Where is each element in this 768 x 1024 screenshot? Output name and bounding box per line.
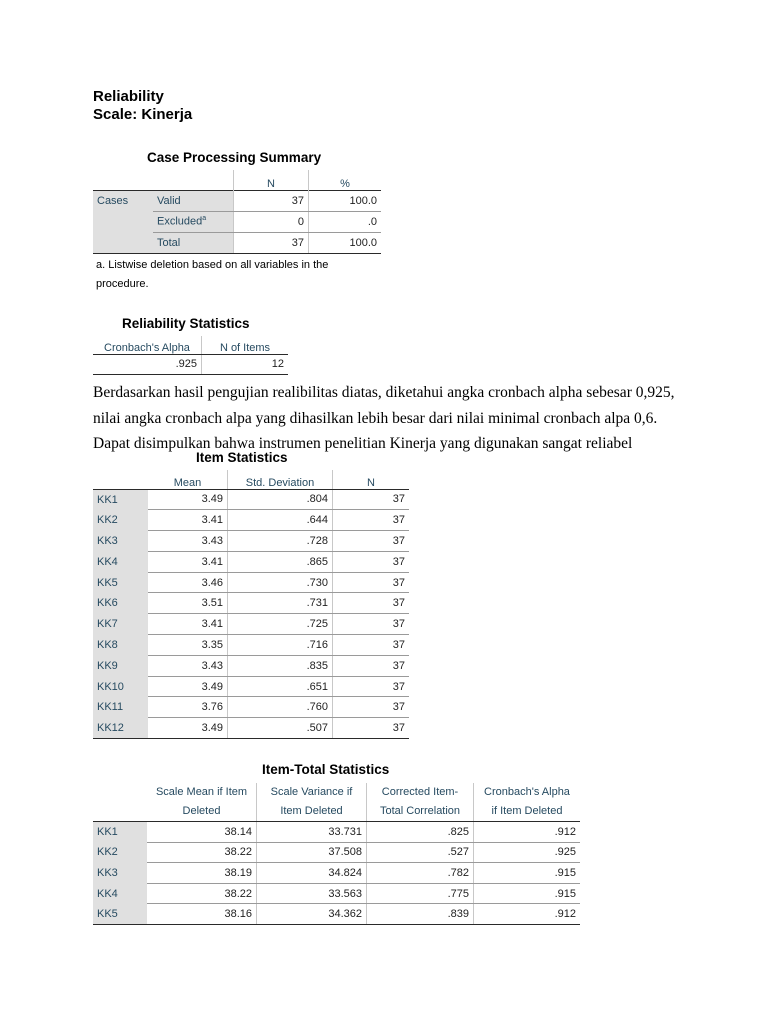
table-row [93, 232, 381, 253]
cell: .835 [228, 655, 333, 676]
row-label: KK7 [93, 614, 148, 635]
case-processing-title: Case Processing Summary [147, 150, 322, 165]
row-label: Excluded$^a$ [153, 211, 234, 232]
table-row [93, 211, 381, 232]
reliability-title: Reliability [93, 88, 164, 105]
cell: 37 [333, 676, 410, 697]
cell: .651 [228, 676, 333, 697]
table-row [93, 572, 409, 593]
cell: 37.508 [257, 842, 367, 863]
cell: 3.51 [148, 593, 228, 614]
row-label: Total [153, 232, 234, 253]
cell: 38.22 [147, 842, 257, 863]
reliability-statistics-table [93, 336, 288, 375]
item-total-statistics-table [93, 783, 580, 925]
row-label: KK3 [93, 863, 147, 884]
cell: 100.0 [309, 232, 382, 253]
row-label: KK12 [93, 718, 148, 739]
row-label: KK1 [93, 489, 148, 510]
header-n-items: N of Items [202, 336, 289, 354]
row-label: Valid [153, 190, 234, 211]
footnote-line: a. Listwise deletion based on all variables in the [96, 259, 329, 271]
header-cronbach-alpha: Cronbach's Alpha [93, 336, 202, 354]
row-label: KK10 [93, 676, 148, 697]
case-processing-table [93, 170, 381, 254]
cell: .839 [367, 904, 474, 925]
cell: 37 [333, 489, 410, 510]
cell: 37 [234, 190, 309, 211]
table-row [93, 531, 409, 552]
row-label: KK8 [93, 635, 148, 656]
cell: 3.41 [148, 614, 228, 635]
cell: 3.35 [148, 635, 228, 656]
cell: 37 [333, 551, 410, 572]
header-n: N [333, 470, 410, 489]
table-row [93, 593, 409, 614]
table-row [93, 676, 409, 697]
header-pct: % [340, 177, 350, 190]
cronbach-alpha-value: .925 [93, 354, 202, 374]
group-label: Cases [93, 190, 153, 211]
cell: 3.43 [148, 655, 228, 676]
cell: 37 [333, 718, 410, 739]
table-row [93, 614, 409, 635]
paragraph-line: Dapat disimpulkan bahwa instrumen penelitian Kinerja yang digunakan sangat reliabel [93, 435, 633, 452]
table-row [93, 655, 409, 676]
cell: 3.49 [148, 676, 228, 697]
cell: .804 [228, 489, 333, 510]
cell: 3.49 [148, 718, 228, 739]
cell: 3.41 [148, 551, 228, 572]
cell: 3.76 [148, 697, 228, 718]
cell: 38.22 [147, 883, 257, 904]
cell: .782 [367, 863, 474, 884]
table-row [93, 842, 580, 863]
cell: 37 [333, 593, 410, 614]
cell: 100.0 [309, 190, 382, 211]
cell: .725 [228, 614, 333, 635]
conclusion-paragraph [93, 380, 713, 457]
cell: 37 [333, 531, 410, 552]
cell: 33.731 [257, 822, 367, 843]
scale-title: Scale: Kinerja [93, 106, 193, 123]
cell: 34.824 [257, 863, 367, 884]
cell: .507 [228, 718, 333, 739]
cell: .825 [367, 822, 474, 843]
n-items-value: 12 [202, 354, 289, 374]
case-processing-footnote [96, 256, 366, 294]
cell: .915 [474, 863, 581, 884]
cell: 37 [333, 614, 410, 635]
table-row [93, 883, 580, 904]
header-std-deviation: Std. Deviation [228, 470, 333, 489]
header-scale-variance: Scale Variance if Item Deleted [257, 783, 367, 822]
row-label: KK11 [93, 697, 148, 718]
reliability-statistics-title: Reliability Statistics [122, 316, 250, 331]
row-label: KK5 [93, 904, 147, 925]
cell: .731 [228, 593, 333, 614]
cell: .644 [228, 510, 333, 531]
cell: .527 [367, 842, 474, 863]
table-row [93, 551, 409, 572]
header-corrected-correlation: Corrected Item- Total Correlation [367, 783, 474, 822]
cell: 3.46 [148, 572, 228, 593]
table-row [93, 190, 381, 211]
cell: .912 [474, 822, 581, 843]
row-label: KK1 [93, 822, 147, 843]
cell: .730 [228, 572, 333, 593]
cell: .925 [474, 842, 581, 863]
row-label: KK4 [93, 883, 147, 904]
table-row [93, 510, 409, 531]
header-n: N [234, 170, 309, 190]
cell: 38.16 [147, 904, 257, 925]
cell: .716 [228, 635, 333, 656]
row-label: KK2 [93, 842, 147, 863]
paragraph-line: Berdasarkan hasil pengujian realibilitas diatas, diketahui angka cronbach alpha sebesar 0,925, [93, 384, 675, 401]
cell: 37 [333, 572, 410, 593]
row-label: KK2 [93, 510, 148, 531]
footnote-line: procedure. [96, 278, 149, 290]
row-label: KK6 [93, 593, 148, 614]
cell: .915 [474, 883, 581, 904]
item-total-statistics-title: Item-Total Statistics [262, 762, 390, 777]
cell: 33.563 [257, 883, 367, 904]
paragraph-line: nilai angka cronbach alpa yang dihasilkan lebih besar dari nilai minimal cronbach alpa 0,6. [93, 409, 658, 427]
cell: 37 [234, 232, 309, 253]
row-label: KK3 [93, 531, 148, 552]
cell: .760 [228, 697, 333, 718]
cell: 3.41 [148, 510, 228, 531]
cell: 37 [333, 655, 410, 676]
header-scale-mean: Scale Mean if Item Deleted [147, 783, 257, 822]
cell: 38.14 [147, 822, 257, 843]
item-statistics-title: Item Statistics [196, 450, 288, 465]
cell: .728 [228, 531, 333, 552]
table-row [93, 354, 288, 374]
row-label: KK4 [93, 551, 148, 572]
cell: .775 [367, 883, 474, 904]
item-statistics-table [93, 470, 409, 739]
cell: .912 [474, 904, 581, 925]
cell: 38.19 [147, 863, 257, 884]
cell: 37 [333, 510, 410, 531]
cell: 37 [333, 697, 410, 718]
cell: 3.49 [148, 489, 228, 510]
row-label: KK9 [93, 655, 148, 676]
table-row [93, 863, 580, 884]
row-label: KK5 [93, 572, 148, 593]
cell: 37 [333, 635, 410, 656]
table-row [93, 718, 409, 739]
header-mean: Mean [148, 470, 228, 489]
output-heading [93, 88, 192, 124]
table-row [93, 822, 580, 843]
header-alpha-if-deleted: Cronbach's Alpha if Item Deleted [474, 783, 581, 822]
table-row [93, 697, 409, 718]
table-row [93, 635, 409, 656]
cell: .0 [309, 211, 382, 232]
cell: 34.362 [257, 904, 367, 925]
cell: 0 [234, 211, 309, 232]
table-row [93, 904, 580, 925]
cell: .865 [228, 551, 333, 572]
table-row [93, 489, 409, 510]
cell: 3.43 [148, 531, 228, 552]
